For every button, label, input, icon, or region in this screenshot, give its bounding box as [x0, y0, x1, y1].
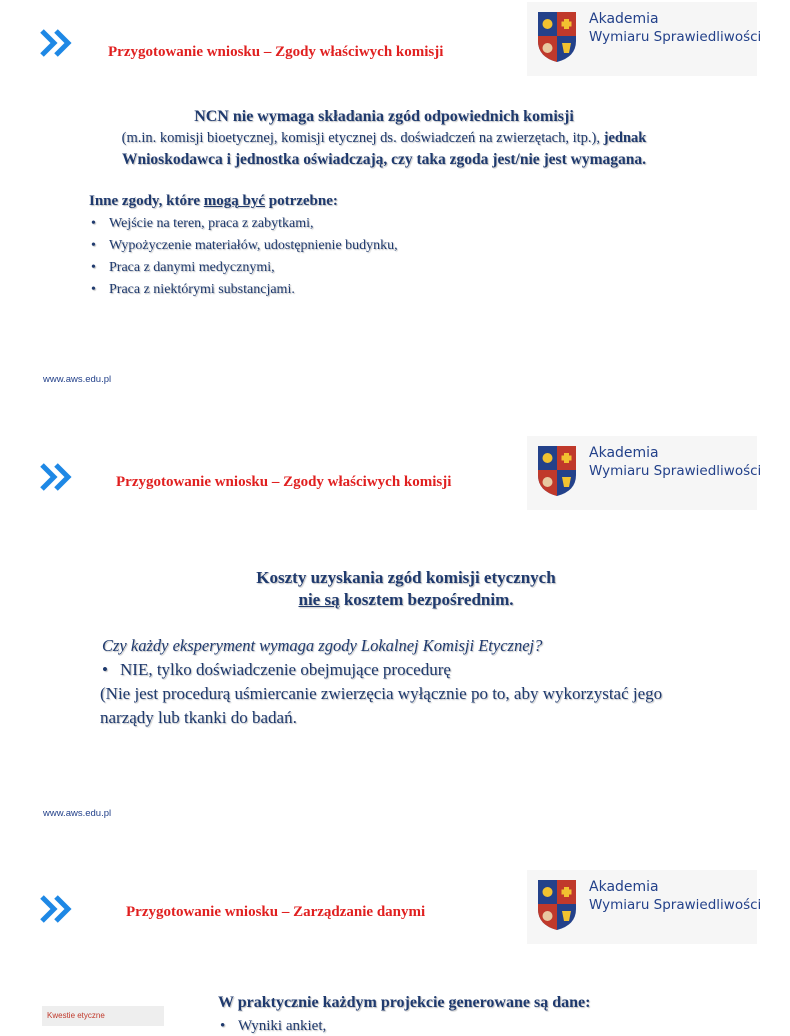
slide-title: Przygotowanie wniosku – Zgody właściwych komisji: [108, 44, 444, 60]
academy-logo: [527, 436, 762, 510]
logo-line-2: Wymiaru Sprawiedliwości: [589, 29, 762, 45]
double-chevron-icon: [40, 894, 74, 924]
double-chevron-icon: [40, 462, 74, 492]
logo-line-1: Akademia: [589, 879, 659, 895]
slide-1: [0, 0, 768, 434]
thumbnail-preview: [42, 1006, 164, 1026]
answer-list: [100, 659, 451, 681]
list-item: • Praca z danymi medycznymi,: [89, 257, 398, 279]
double-chevron-icon: [40, 28, 74, 58]
other-consents-heading: [89, 193, 338, 210]
heading-text-b: potrzebne:: [264, 193, 338, 209]
crest-icon: [537, 445, 577, 497]
logo-line-1: Akademia: [589, 11, 659, 27]
academy-logo: [527, 870, 762, 944]
logo-line-2: Wymiaru Sprawiedliwości: [589, 897, 762, 913]
list-item: • NIE, tylko doświadczenie obejmujące procedurę: [100, 659, 451, 681]
statement-emphasis: jednak: [603, 130, 647, 146]
slide-3: [0, 868, 768, 1034]
heading-underlined: mogą być: [203, 193, 265, 209]
list-item: • Wejście na teren, praca z zabytkami,: [89, 213, 398, 235]
slide-2: [0, 434, 768, 868]
thumbnail-label: Kwestie etyczne: [47, 1011, 105, 1020]
academy-logo: [527, 2, 762, 76]
costs-underlined: nie są: [298, 590, 340, 609]
statement-text: (m.in. komisji bioetycznej, komisji etycznej ds. doświadczeń na zwierzętach, itp.),: [121, 130, 604, 146]
slide-title: Przygotowanie wniosku – Zgody właściwych komisji: [116, 474, 452, 490]
costs-line-2: [22, 590, 790, 610]
footer-url[interactable]: www.aws.edu.pl: [43, 374, 112, 385]
logo-line-2: Wymiaru Sprawiedliwości: [589, 463, 762, 479]
slide-title: Przygotowanie wniosku – Zarządzanie danymi: [126, 904, 426, 920]
heading-text-a: Inne zgody, które: [89, 193, 204, 209]
crest-icon: [537, 11, 577, 63]
data-list: [218, 1016, 326, 1036]
data-heading: W praktycznie każdym projekcie generowane są dane:: [218, 994, 591, 1011]
footer-url[interactable]: www.aws.edu.pl: [43, 808, 112, 819]
ncn-statement-line-1: NCN nie wymaga składania zgód odpowiednich komisji: [194, 108, 574, 125]
ncn-statement-line-3: Wnioskodawca i jednostka oświadczają, czy taka zgoda jest/nie jest wymagana.: [122, 151, 646, 168]
crest-icon: [537, 879, 577, 931]
note-line-1: (Nie jest procedurą uśmiercanie zwierzęcia wyłącznie po to, aby wykorzystać jego: [100, 684, 663, 703]
procedure-note: [100, 682, 662, 730]
list-item: • Wypożyczenie materiałów, udostępnienie budynku,: [89, 235, 398, 257]
list-item: • Wyniki ankiet,: [218, 1016, 326, 1036]
ethics-question: Czy każdy eksperyment wymaga zgody Lokalnej Komisji Etycznej?: [102, 636, 543, 655]
other-consents-list: [89, 213, 398, 301]
costs-text: kosztem bezpośrednim.: [339, 590, 514, 609]
logo-line-1: Akademia: [589, 445, 659, 461]
list-item: • Praca z niektórymi substancjami.: [89, 279, 398, 301]
costs-line-1: Koszty uzyskania zgód komisji etycznych: [256, 568, 556, 587]
note-line-2: narządy lub tkanki do badań.: [100, 708, 297, 727]
ncn-statement-line-2: [0, 130, 768, 147]
